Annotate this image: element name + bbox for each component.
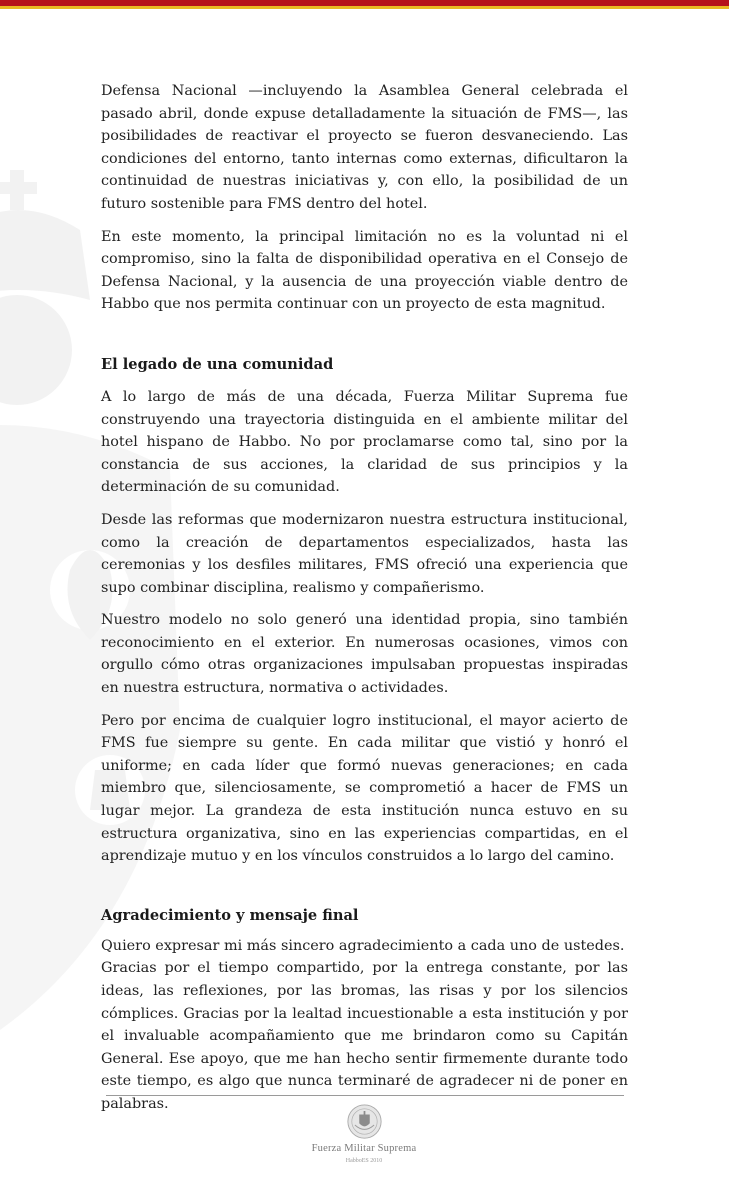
footer-divider xyxy=(106,1095,624,1096)
paragraph: Nuestro modelo no solo generó una identidad propia, sino también reconocimiento en el exterior. En numerosas ocasiones, vimos con orgullo cómo otras organizaciones impulsaban propuestas inspiradas en nuestra estructura, normativa o actividades. xyxy=(101,612,628,697)
fms-seal-icon xyxy=(347,1104,382,1139)
footer-subtitle: HabboES 2010 xyxy=(345,1158,383,1164)
section-heading-legacy: El legado de una comunidad xyxy=(101,355,334,373)
paragraph: A lo largo de más de una década, Fuerza Militar Suprema fue construyendo una trayectoria distinguida en el ambiente militar del hotel hispano de Habbo. No por proclamarse como tal, sino por la constancia de sus acciones, la claridad de sus principios y la determinación de su comunidad. xyxy=(101,388,628,496)
paragraph: Desde las reformas que modernizaron nuestra estructura institucional, como la creación de departamentos especializados, hasta las ceremonias y los desfiles militares, FMS ofreció una experiencia que supo combinar disciplina, realismo y compañerismo. xyxy=(101,511,628,596)
document-body xyxy=(101,80,628,1116)
top-color-band xyxy=(0,0,729,9)
footer-organization-name: Fuerza Militar Suprema xyxy=(311,1143,417,1154)
closing-message xyxy=(101,935,628,1116)
closing-line: Quiero expresar mi más sincero agradecimiento a cada uno de ustedes. xyxy=(101,937,625,954)
paragraph: Pero por encima de cualquier logro institucional, el mayor acierto de FMS fue siempre su gente. En cada militar que vistió y honró el uniforme; en cada líder que formó nuevas generaciones; en cada miembro que, silenciosamente, se comprometió a hacer de FMS un lugar mejor. La grandeza de esta institución nunca estuvo en su estructura organizativa, sino en las experiencias compartidas, en el aprendizaje mutuo y en los vínculos construidos a lo largo del camino. xyxy=(101,712,628,865)
paragraph: Defensa Nacional —incluyendo la Asamblea General celebrada el pasado abril, donde expuse detalladamente la situación de FMS—, las posibilidades de reactivar el proyecto se fueron desvaneciendo. Las condiciones del entorno, tanto internas como externas, dificultaron la continuidad de nuestras iniciativas y, con ello, la posibilidad de un futuro sostenible para FMS dentro del hotel. xyxy=(101,83,628,212)
paragraph: En este momento, la principal limitación no es la voluntad ni el compromiso, sino la falta de disponibilidad operativa en el Consejo de Defensa Nacional, y la ausencia de una proyección viable dentro de Habbo que nos permita continuar con un proyecto de esta magnitud. xyxy=(101,228,628,313)
top-gold-stripe xyxy=(0,6,729,9)
closing-paragraph: Gracias por el tiempo compartido, por la entrega constante, por las ideas, las reflexiones, por las bromas, las risas y por los silencios cómplices. Gracias por la lealtad incuestionable a esta institución y por el invaluable acompañamiento que me brindaron como su Capitán General. Ese apoyo, que me han hecho sentir firmemente durante todo este tiempo, es algo que nunca terminaré de agradecer ni de poner en palabras. xyxy=(101,960,628,1112)
section-heading-thanks: Agradecimiento y mensaje final xyxy=(101,906,359,924)
